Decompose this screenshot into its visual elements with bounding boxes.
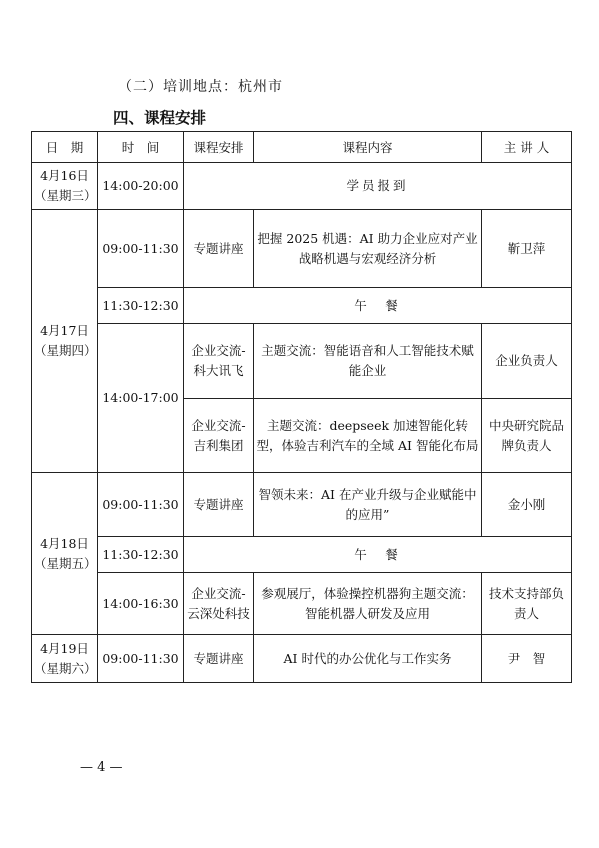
merged-cell: 学员报到	[184, 163, 572, 210]
weekday: （星期三）	[34, 188, 97, 203]
time-cell: 09:00-11:30	[98, 635, 184, 683]
content-cell: 主题交流：智能语音和人工智能技术赋能企业	[254, 324, 482, 399]
speaker-cell: 靳卫萍	[482, 210, 572, 288]
date-cell	[32, 473, 98, 635]
merged-cell: 午 餐	[184, 537, 572, 573]
page-number: — 4 —	[80, 760, 123, 775]
header-speaker: 主 讲 人	[482, 132, 572, 163]
time-cell: 11:30-12:30	[98, 288, 184, 324]
content-cell: 参观展厅，体验操控机器狗主题交流：智能机器人研发及应用	[254, 573, 482, 635]
date-cell	[32, 210, 98, 473]
time-cell: 09:00-11:30	[98, 210, 184, 288]
content-cell: 主题交流：deepseek 加速智能化转型，体验吉利汽车的全域 AI 智能化布局	[254, 399, 482, 473]
table-header-row	[32, 132, 572, 163]
date-cell	[32, 163, 98, 210]
date-cell	[32, 635, 98, 683]
time-cell: 14:00-16:30	[98, 573, 184, 635]
table-row	[32, 210, 572, 288]
time-cell: 14:00-20:00	[98, 163, 184, 210]
section-title: 四、课程安排	[113, 109, 207, 127]
date: 4月17日	[40, 323, 89, 338]
time-cell: 09:00-11:30	[98, 473, 184, 537]
date: 4月16日	[40, 168, 89, 183]
date: 4月18日	[40, 535, 89, 551]
arrangement-cell: 专题讲座	[184, 635, 254, 683]
arrangement-cell: 企业交流-科大讯飞	[184, 324, 254, 399]
header-date: 日 期	[32, 132, 98, 163]
content-cell: 把握 2025 机遇：AI 助力企业应对产业战略机遇与宏观经济分析	[254, 210, 482, 288]
table-row	[32, 288, 572, 324]
speaker-cell: 企业负责人	[482, 324, 572, 399]
training-location: （二）培训地点：杭州市	[118, 79, 283, 95]
content-cell: AI 时代的办公优化与工作实务	[254, 635, 482, 683]
weekday: （星期六）	[34, 660, 97, 676]
table-row	[32, 473, 572, 537]
content-cell: 智领未来：AI 在产业升级与企业赋能中的应用”	[254, 473, 482, 537]
table-row	[32, 537, 572, 573]
weekday: （星期五）	[34, 555, 97, 571]
table-row	[32, 573, 572, 635]
speaker-cell: 金小刚	[482, 473, 572, 537]
merged-cell: 午 餐	[184, 288, 572, 324]
arrangement-cell: 专题讲座	[184, 210, 254, 288]
header-content: 课程内容	[254, 132, 482, 163]
table-row	[32, 324, 572, 399]
header-arrangement: 课程安排	[184, 132, 254, 163]
table-row	[32, 163, 572, 210]
weekday: （星期四）	[34, 343, 97, 358]
time-cell: 14:00-17:00	[98, 324, 184, 473]
arrangement-cell: 企业交流-云深处科技	[184, 573, 254, 635]
schedule-table	[31, 131, 572, 683]
table-row	[32, 635, 572, 683]
speaker-cell: 技术支持部负责人	[482, 573, 572, 635]
time-cell: 11:30-12:30	[98, 537, 184, 573]
speaker-cell: 中央研究院品牌负责人	[482, 399, 572, 473]
arrangement-cell: 企业交流-吉利集团	[184, 399, 254, 473]
date: 4月19日	[40, 640, 89, 656]
speaker-cell: 尹 智	[482, 635, 572, 683]
arrangement-cell: 专题讲座	[184, 473, 254, 537]
header-time: 时 间	[98, 132, 184, 163]
